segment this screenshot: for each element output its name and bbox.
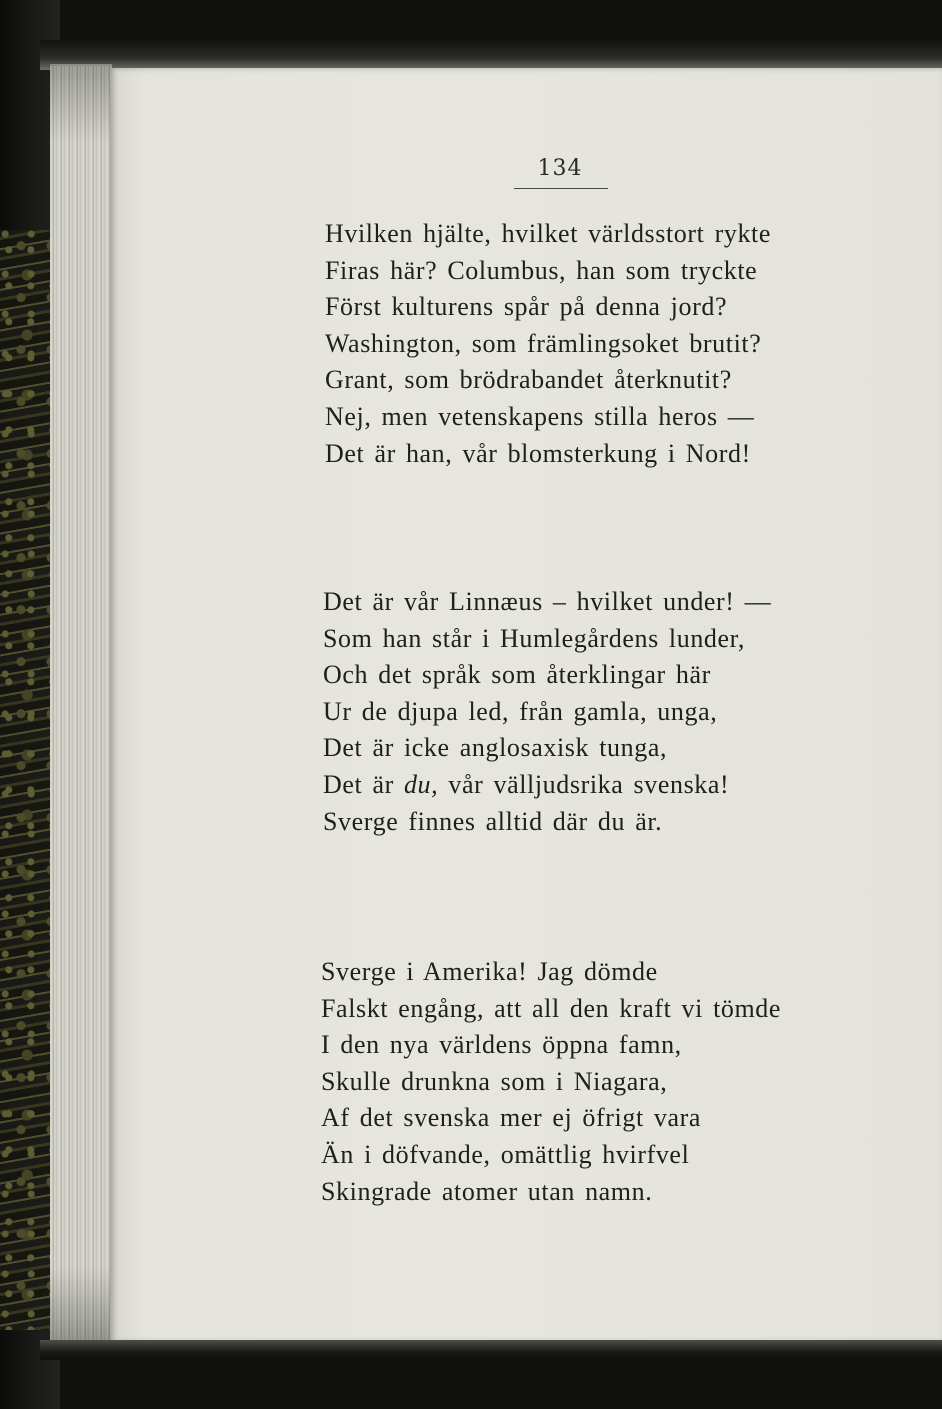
stanza-2 [323, 584, 843, 840]
verse-line: Af det svenska mer ej öfrigt vara [321, 1103, 702, 1133]
stanza-3 [321, 954, 841, 1210]
verse-line: Grant, som brödrabandet återknutit? [325, 365, 732, 395]
italic-word: du, [403, 769, 439, 799]
verse-line: Falskt engång, att all den kraft vi tömde [321, 993, 782, 1023]
verse-line: Sverge finnes alltid där du är. [323, 806, 663, 836]
verse-line: Sverge i Amerika! Jag dömde [321, 957, 658, 986]
verse-text: Det är [323, 769, 404, 799]
page-number-rule [514, 188, 608, 189]
verse-line-with-italic [323, 767, 843, 804]
verse-line: Ur de djupa led, från gamla, unga, [323, 696, 718, 726]
bottom-shadow [40, 1340, 942, 1360]
verse-line: Firas här? Columbus, han som tryckte [325, 255, 758, 285]
top-shadow [40, 40, 942, 70]
page-edges-stack [50, 64, 112, 1344]
verse-line: Hvilken hjälte, hvilket världsstort rykte [325, 219, 772, 248]
verse-line: Skulle drunkna som i Niagara, [321, 1066, 668, 1096]
verse-line: Först kulturens spår på denna jord? [325, 292, 728, 322]
verse-line: I den nya världens öppna famn, [321, 1030, 682, 1060]
verse-line: Det är han, vår blomsterkung i Nord! [325, 438, 751, 468]
verse-line: Än i döfvande, omättlig hvirfvel [321, 1139, 690, 1169]
verse-line: Det är vår Linnæus – hvilket under! — [323, 587, 772, 616]
verse-line: Washington, som främlingsoket brutit? [325, 328, 762, 358]
verse-line: Skingrade atomer utan namn. [321, 1176, 653, 1206]
verse-line: Nej, men vetenskapens stilla heros — [325, 401, 755, 431]
verse-text: vår välljudsrika svenska! [438, 769, 730, 799]
page-number: 134 [537, 156, 583, 181]
marbled-cover-board [0, 230, 52, 1330]
verse-line: Det är icke anglosaxisk tunga, [323, 733, 668, 763]
verse-line: Som han står i Humlegårdens lunder, [323, 623, 745, 653]
stanza-1 [325, 216, 845, 472]
verse-line: Och det språk som återklingar här [323, 660, 711, 690]
